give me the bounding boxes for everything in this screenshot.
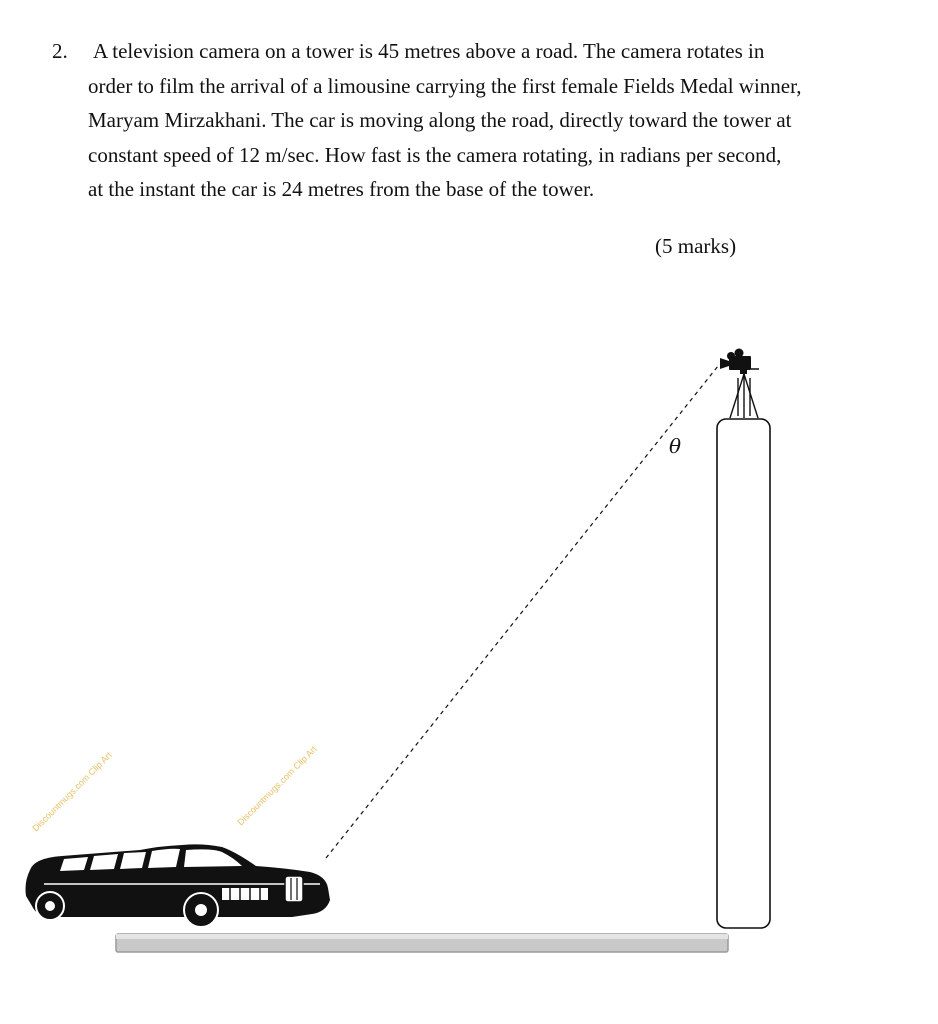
angle-theta-label: θ <box>669 434 682 458</box>
watermark-right: Discountmugs.com Clip Art <box>235 743 319 828</box>
tripod <box>730 374 758 418</box>
question-line-5: at the instant the car is 24 metres from the base of the tower. <box>88 177 595 201</box>
road <box>116 934 728 952</box>
question-line-3: Maryam Mirzakhani. The car is moving along the road, directly toward the tower at <box>88 108 792 132</box>
question-line-1: A television camera on a tower is 45 metres above a road. The camera rotates in <box>93 39 765 63</box>
marks-label: (5 marks) <box>655 234 737 258</box>
question-line-4: constant speed of 12 m/sec. How fast is the camera rotating, in radians per second, <box>88 142 782 167</box>
limousine-icon <box>26 844 331 927</box>
watermark-left: Discountmugs.com Clip Art <box>30 749 114 834</box>
line-of-sight <box>326 366 718 858</box>
question-number: 2. <box>52 39 68 63</box>
question-line-2: order to film the arrival of a limousine carrying the first female Fields Medal winner, <box>88 73 802 98</box>
tower <box>717 419 770 928</box>
camera-icon <box>720 349 759 375</box>
